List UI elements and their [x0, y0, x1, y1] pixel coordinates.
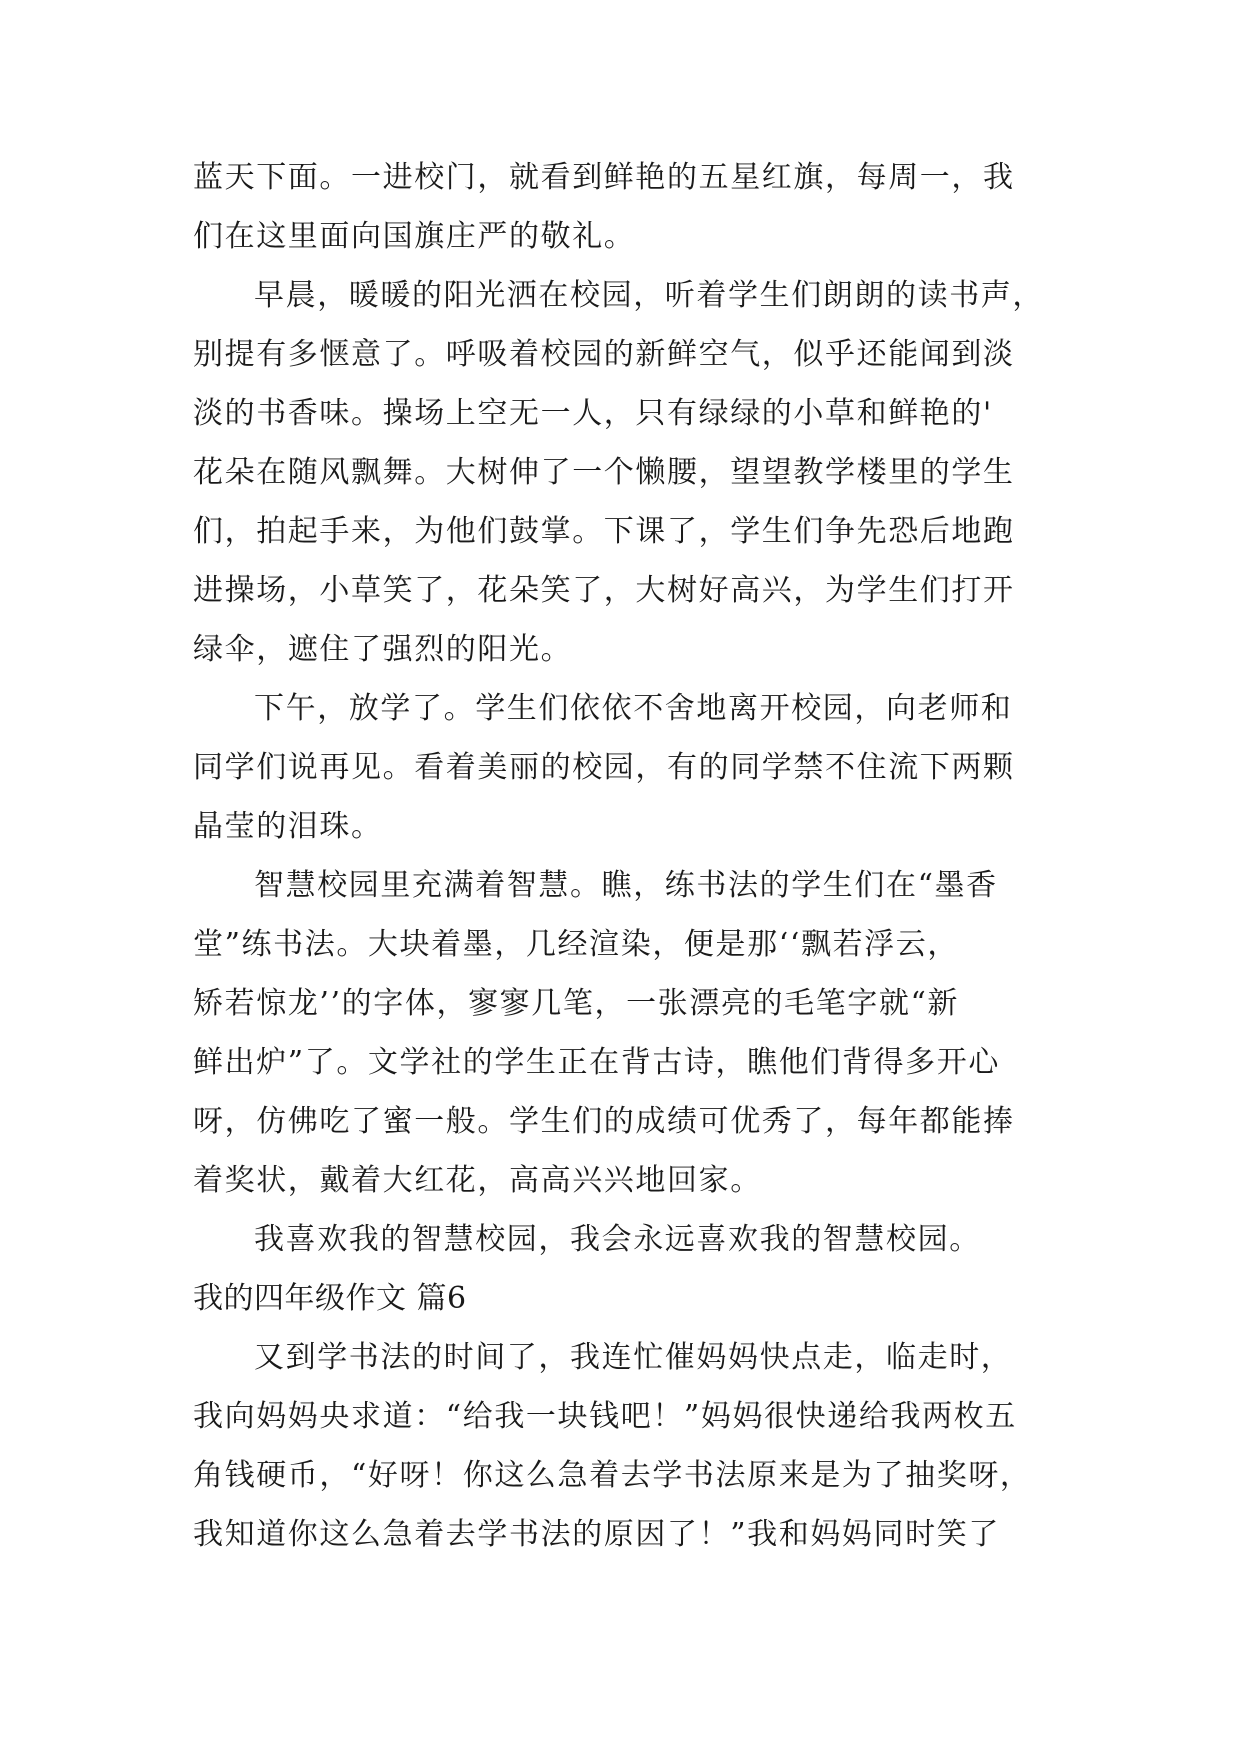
section-heading: 我的四年级作文 篇6 — [193, 1281, 467, 1316]
text-line: 同学们说再见。看着美丽的校园，有的同学禁不住流下两颗 — [193, 750, 1015, 785]
text-line: 角钱硬币，“好呀！你这么急着去学书法原来是为了抽奖呀， — [193, 1458, 1032, 1493]
text-line: 矫若惊龙’’的字体，寥寥几笔，一张漂亮的毛笔字就“新 — [193, 986, 960, 1021]
text-line: 晶莹的泪珠。 — [193, 809, 383, 844]
text-line: 们在这里面向国旗庄严的敬礼。 — [193, 219, 636, 254]
text-line: 我向妈妈央求道：“给我一块钱吧！”妈妈很快递给我两枚五 — [193, 1399, 1017, 1434]
text-line: 我喜欢我的智慧校园，我会永远喜欢我的智慧校园。 — [254, 1222, 981, 1257]
document-page — [193, 148, 1055, 1564]
text-line: 花朵在随风飘舞。大树伸了一个懒腰，望望教学楼里的学生 — [193, 455, 1015, 490]
text-line: 淡的书香味。操场上空无一人，只有绿绿的小草和鲜艳的' — [193, 396, 993, 431]
text-line: 智慧校园里充满着智慧。瞧，练书法的学生们在“墨香 — [254, 868, 998, 903]
text-line: 别提有多惬意了。呼吸着校园的新鲜空气，似乎还能闻到淡 — [193, 337, 1015, 372]
text-line: 鲜出炉”了。文学社的学生正在背古诗，瞧他们背得多开心 — [193, 1045, 1000, 1080]
text-line: 们，拍起手来，为他们鼓掌。下课了，学生们争先恐后地跑 — [193, 514, 1015, 549]
text-line: 我知道你这么急着去学书法的原因了！”我和妈妈同时笑了 — [193, 1517, 1000, 1552]
text-line: 堂”练书法。大块着墨，几经渲染，便是那‘‘飘若浮云， — [193, 927, 960, 962]
text-line: 下午，放学了。学生们依依不舍地离开校园，向老师和 — [254, 691, 1013, 726]
text-line: 着奖状，戴着大红花，高高兴兴地回家。 — [193, 1163, 762, 1198]
text-line: 又到学书法的时间了，我连忙催妈妈快点走，临走时， — [254, 1340, 1013, 1375]
text-line: 进操场，小草笑了，花朵笑了，大树好高兴，为学生们打开 — [193, 573, 1015, 608]
text-line: 绿伞，遮住了强烈的阳光。 — [193, 632, 573, 667]
text-line: 呀，仿佛吃了蜜一般。学生们的成绩可优秀了，每年都能捧 — [193, 1104, 1015, 1139]
text-line: 早晨，暖暖的阳光洒在校园，听着学生们朗朗的读书声， — [254, 278, 1044, 313]
text-line: 蓝天下面。一进校门，就看到鲜艳的五星红旗，每周一，我 — [193, 160, 1015, 195]
